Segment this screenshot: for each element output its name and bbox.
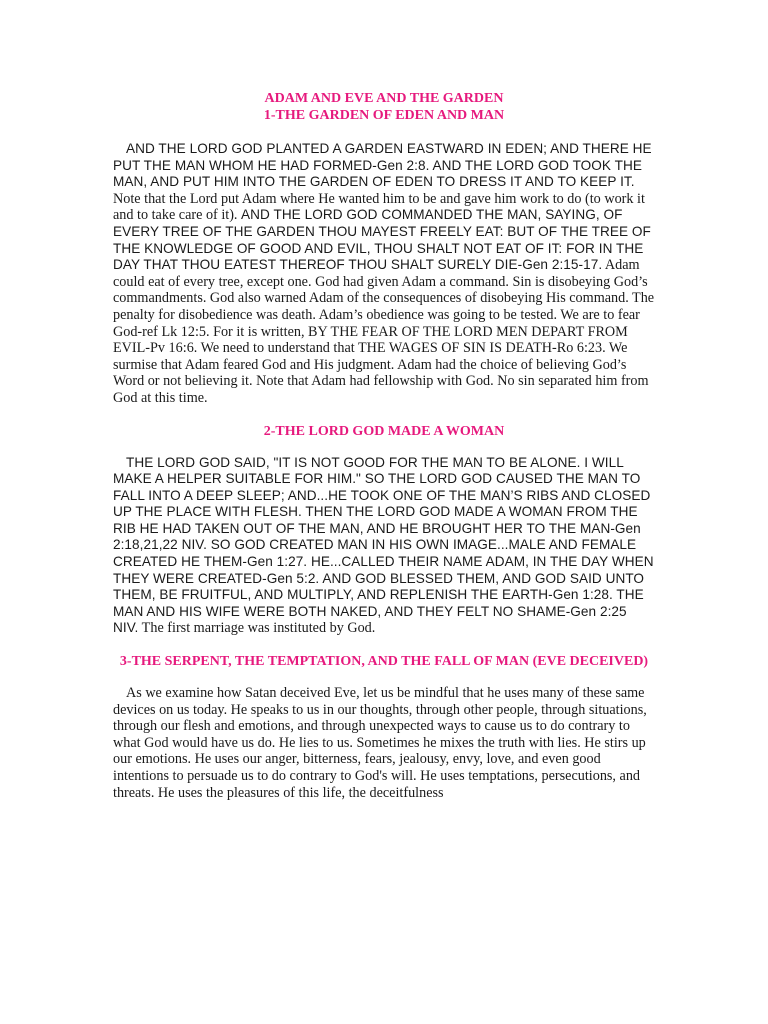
section-1-title: 1-THE GARDEN OF EDEN AND MAN — [263, 108, 505, 123]
section-2-title: 2-THE LORD GOD MADE A WOMAN — [263, 423, 505, 439]
scripture-quote: AND THE LORD GOD PLANTED A GARDEN EASTWARD IN EDEN; AND THERE HE PUT THE MAN WHOM HE HAD FORMED-Gen 2:8. AND THE LORD GOD TOOK THE MAN, AND PUT HIM INTO THE GARDEN OF EDEN TO DRESS IT AND TO KEEP IT. — [113, 141, 652, 190]
scripture-quote: THE LORD GOD SAID, "IT IS NOT GOOD FOR THE MAN TO BE ALONE. I WILL MAKE A HELPER SUITABLE FOR HIM." SO THE LORD GOD CAUSED THE MAN TO FALL INTO A DEEP SLEEP; AND...HE TOOK ONE OF THE MAN’S RIBS AND CLOSED UP THE PLACE WITH FLESH. THEN THE LORD GOD MADE A WOMAN FROM THE RIB HE HAD TAKEN OUT OF THE MAN, AND HE BROUGHT HER TO THE MAN-Gen 2:18,21,22 NIV. SO GOD CREATED MAN IN HIS OWN IMAGE...MALE AND FEMALE CREATED HE THEM-Gen 1:27. HE...CALLED THEIR NAME ADAM, IN THE DAY WHEN THEY WERE CREATED-Gen 5:2. AND GOD BLESSED THEM, AND GOD SAID UNTO THEM, BE FRUITFUL, AND MULTIPLY, AND REPLENISH THE EARTH-Gen 1:28. THE MAN AND HIS WIFE WERE BOTH NAKED, AND THEY FELT NO SHAME-Gen 2:25 NIV. — [113, 454, 654, 636]
commentary-text: Note that the Lord put Adam where He wanted him to be and gave him work to do (to work it and to take care of it). — [113, 190, 645, 224]
commentary-text: The first marriage was instituted by God. — [138, 620, 376, 637]
commentary-text: Adam could eat of every tree, except one. God had given Adam a command. Sin is disobeying God’s commandments. God also warned Adam of the consequences of disobeying His command. The penalty for disobedience was death. Adam’s obedience was going to be tested. We are to fear God-ref Lk 12:5. For it is written, BY THE FEAR OF THE LORD MEN DEPART FROM EVIL-Pv 16:6. We need to understand that THE WAGES OF SIN IS DEATH-Ro 6:23. We surmise that Adam feared God and His judgment. Adam had the choice of believing God’s Word or not believing it. Note that Adam had fellowship with God. No sin separated him from God at this time. — [113, 257, 655, 406]
section-1-paragraph — [113, 141, 655, 407]
document-title: ADAM AND EVE AND THE GARDEN — [264, 91, 504, 106]
section-2-paragraph — [113, 455, 655, 638]
section-3-paragraph: As we examine how Satan deceived Eve, let us be mindful that he uses many of these same devices on us today. He speaks to us in our thoughts, through other people, through situations, through our flesh and emotions, and through unexpected ways to cause us to do contrary to what God would have us do. He lies to us. Sometimes he mixes the truth with lies. He stirs up our emotions. He uses our anger, bitterness, fears, jealousy, envy, love, and even good intentions to persuade us to do contrary to God's will. He uses temptations, persecutions, and threats. He uses the pleasures of this life, the deceitfulness — [113, 685, 647, 801]
section-3-title: 3-THE SERPENT, THE TEMPTATION, AND THE FALL OF MAN (EVE DECEIVED) — [119, 654, 649, 670]
scripture-quote: AND THE LORD GOD COMMANDED THE MAN, SAYING, OF EVERY TREE OF THE GARDEN THOU MAYEST FREELY EAT: BUT OF THE TREE OF THE KNOWLEDGE OF GOOD AND EVIL, THOU SHALT NOT EAT OF IT: FOR IN THE DAY THAT THOU EATEST THEREOF THOU SHALT SURELY DIE-Gen 2:15-17. — [113, 207, 651, 273]
document-page — [113, 90, 655, 801]
section-1-heading — [113, 90, 655, 124]
